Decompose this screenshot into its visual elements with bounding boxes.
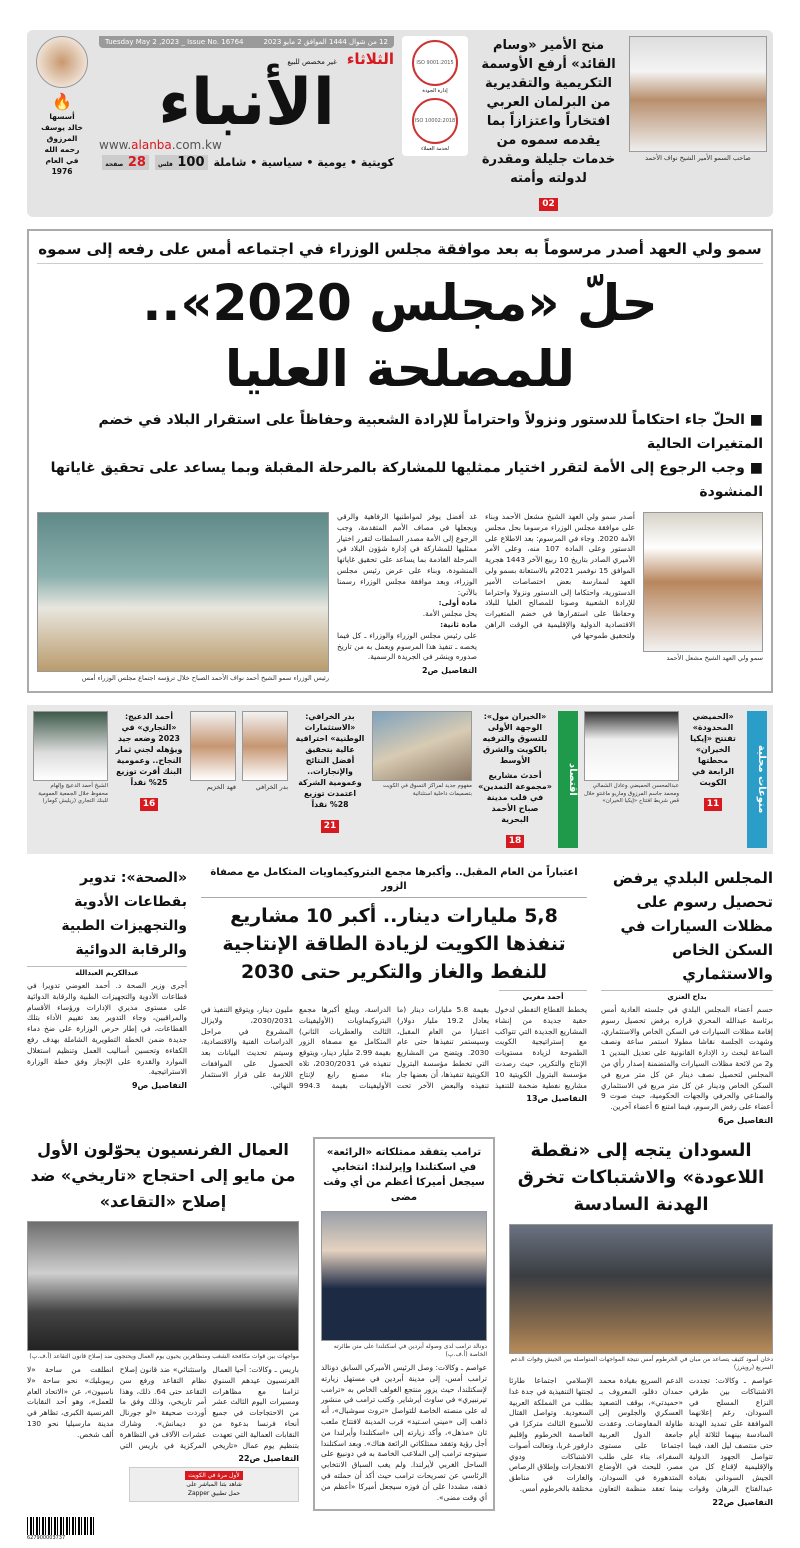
teaser-investments[interactable]: بدر الخرافي: «الاستثمارات الوطنية» احترافية عالية بتحقيق أفضل النتائج والإنجازات.. وعمومية الشركة اعتمدت توزيع 28% نقداً xyxy=(295,712,365,809)
crown-prince-photo xyxy=(643,512,763,652)
page-ref[interactable]: 21 xyxy=(321,820,340,833)
trump-body: عواصم ـ وكالات: وصل الرئيس الأميركي السابق دونالد ترامب أمس، إلى مدينة أبردين في مستهل زيارته لإسكتلندا، حيث يزور منتجع الغولف الخاص به «ترامب تيرنبيري» في ساوث أيرشاير. وكتب ترامب في منشور له على منصته الخاصة للتواصل «تروث سوشيال»، أنه ذاهب إلى «ميني اسـتيد» قرب المدينة لافتتاح ملعب ثان «مذهل»، وأكد زيارته إلى «اسكتلندا وأيرلندا من أجل رؤية وتفقد ممتلكاتي الرائعة هناك». وبعد اسكتلندا سيتوجه ترامب إلى الملاعب الخاصة به في دونبيغ على الساحل الغربي لأيرلندا. ولم يغب السباق الانتخابي الرئاسي عن تصريحات ترامب حيث أكد أن حملته في ذهنه، مشددا على أن فوزه سيجعل أميركا «أعظم من أي وقت مضى». xyxy=(321,1362,487,1502)
page-ref[interactable]: 11 xyxy=(704,798,723,811)
barcode-number: 627900003737 xyxy=(27,1535,66,1542)
iso-10002-seal: ISO 10002:2018 xyxy=(412,98,458,144)
emir-photo-caption: صاحب السمو الأمير الشيخ نواف الأحمد xyxy=(645,154,751,162)
photo-caption: سمو ولي العهد الشيخ مشعل الأحمد xyxy=(666,654,763,662)
photo-caption: دخان أسود كثيف يتصاعد من مبان في الخرطوم أمس نتيجة المواجهات المتواصلة بين الجيش وقوات الدعم السريع (رويترز) xyxy=(510,1355,773,1371)
tagline: كويتية • يومية • سياسية • شاملة xyxy=(213,156,394,169)
oil-headline[interactable]: 5,8 مليارات دينار.. أكبر 10 مشاريع تنفذها الكويت لزيادة الطاقة الإنتاجية للنفط والغاز والتكرير حتى 2030 xyxy=(222,905,566,983)
teaser-economy[interactable]: «الخيران مول»: الوجهة الأولى للتسوق والترفيه بالكويت والشرق الأوسط أحدث مشاريع «مجموعة التمدين» في قلب مدينة صباح الأحمد البحرية 18 xyxy=(478,712,552,846)
cbk-photo xyxy=(33,711,108,781)
teaser-cbk[interactable]: أحمد الدعيج: «التجاري» في 2023 وضعه جيد ويؤهله لجني ثمار النجاح.. وعمومية البنك أقرت توزيع 25% نقداً xyxy=(115,712,183,787)
main-body-col1: أصدر سمو ولي العهد الشيخ مشعل الأحمد وبناء على موافقة مجلس الوزراء مرسوما بحل مجلس الأمة 2020. وجاء في المرسوم: بعد الاطلاع على الدستور وعلى المادة 107 منه، وعلى الأمر الأميري الصادر بتاريخ 10 ربيع الآخر 1443 هجرية الموافق 15 نوفمبر 2021م بالاستعانة بسمو ولي العهد لممارسة بعض اختصاصات الأمير الدستورية، واحتكاما إلى الدستور ونزولا واحتراما للإرادة الشعبية وصونا للمصالح العليا للبلاد وحفاظا على استقرارها في خضم المتغيرات الاقتصادية الدولية والإقليمية في الوقت الراهن ولتحقيق طموحها في xyxy=(485,512,635,640)
main-headline[interactable]: حلّ «مجلس 2020».. للمصلحة العليا xyxy=(142,274,658,398)
dateline: 12 من شوال 1444 الموافق 2 مايو 2023 Tuesday May 2 ,2023 _ Issue No. 16764 xyxy=(99,36,394,48)
page-ref[interactable]: 16 xyxy=(140,798,159,811)
newspaper-logo: الأنباء xyxy=(158,66,335,140)
iso1-label: إدارة الجودة xyxy=(422,88,448,94)
not-for-sale: غير مخصص للبيع xyxy=(287,58,337,66)
details-link[interactable]: التفاصيل ص6 xyxy=(717,1115,773,1125)
photo-caption: دونالد ترامب لدى وصوله أبردين في اسكتلندا على متن طائرته الخاصة (أ.ف.پ) xyxy=(333,1342,487,1358)
byline: أحمد مغربي xyxy=(499,990,587,1001)
founder-note: أسسها خالد يوسف المرزوق رحمه الله في العام 1976 xyxy=(41,112,83,176)
france-protest-photo xyxy=(27,1221,299,1351)
photo-caption: فهد الخزيم xyxy=(206,783,236,791)
sudan-photo xyxy=(509,1224,773,1354)
photo-caption: بدر الخرافي xyxy=(255,783,288,791)
municipal-body: حسم أعضاء المجلس البلدي في جلسته العادية أمس برئاسة عبدالله المحري قراره برفض تحصيل رسوم إقامة مظلات السيارات في السكن الخاص والاستثماري، وشهدت الجلسة نقاشا مطولا استمر ساعة ونصف الساعة لبحث رد الإدارة القانونية على تعديل البندين 1 و2 من لائحة مظلات السيارات والمتضمنة إصدار رأي من المجلس لتحصيل نصف دينار عن كل متر مربع في السكن الخاص ودينار عن كل متر مربع في الاستثماري والصناعي والحرفي والجهات الحكومية، حيث صوت 9 أعضاء على رفض الرسوم، فيما امتنع 6 أعضاء آخرين. xyxy=(601,1005,773,1112)
photo-caption: الشيخ أحمد الدعيج وإلهام محفوظ خلال الجمعية العمومية للبنك التجاري (ريليش كومار) xyxy=(38,783,108,804)
mall-photo xyxy=(372,711,472,781)
masthead xyxy=(27,30,773,217)
page-count: 28 صفحة xyxy=(102,155,149,170)
page-ref[interactable]: 02 xyxy=(539,198,558,211)
photo-caption: مواجهات بين قوات مكافحة الشغب ومتظاهرين يحيون يوم العمال ويحتجون ضد إصلاح قانون التقاعد (أ.ف.پ) xyxy=(29,1352,299,1360)
bader-photo xyxy=(242,711,288,781)
flame-pen-icon: 🔥 xyxy=(52,92,72,111)
main-story-box xyxy=(27,229,773,693)
oil-body: يخطط القطاع النفطي لدخول حقبة جديدة من إنشاء المشاريع الجديدة التي تتواكب مع إستراتيجية الكويت الطموحة لزيادة مستويات الإنتاج والتكرير، حيث رصدت مؤسسة البترول الكويتية 10 مشاريع نفطية ضخمة للتنفيذ بقيمة 5.8 مليارات دينار (ما يعادل 19.2 مليار دولار) اعتبارا من العام المقبل، وسيستمر تنفيذها حتى عام 2030. ويتضح من المشاريع التي تخطط مؤسسة البترول الكويتية تنفيذها، أن بعضها جار تنفيذه والبعض الآخر تحت الدراسة، ويبلغ أكبرها مجمع البتروكيماويات (الأوليفينات الثالث والعطريات الثاني) المتكامل مع مصفاة الزور بقيمة 2.99 مليار دينار، ويتوقع تنفيذه في 2030/2031، تلاه بناء مصنع رابع لإنتاج الأوليفينات بقيمة 994.3 مليون دينار، ويتوقع التنفيذ في 2030/2031، ولايزال المشروع في مراحل الدراسات الفنية والاقتصادية، وسيتم تحديث البيانات بعد الحصول على الموافقات اللازمة على قرار الاستثمار النهائي. xyxy=(201,1005,587,1090)
photo-caption: مفهوم جديد لمراكز التسوق في الكويت بتصميمات داخلية استثنائية xyxy=(382,783,472,797)
sudan-body: عواصم ـ وكالات: تجددت الاشتباكات بين طرفي النزاع المسلح في السودان، رغم إعلانهما الموافقة على تمديد الهدنة السادسة بينهما لثلاثة أيام حتى منتصف ليل الغد، فيما تتواصل الجهود الدولية والإقليمية لإقناع كل من الجيش السوداني بقيادة عبدالفتاح البرهان وقوات الدعم السريع بقيادة محمد حمدان دقلو، المعروف بـ «حميدتي»، بوقف التصعيد العسكري والجلوس إلى طاولة المفاوضات. وعقدت جامعة الدول العربية اجتماعا على مستوى السفراء، بناء على طلب مصر، للبحث في الأوضاع المتدهورة في السودان، بينما تعقد منظمة التعاون الإسلامي اجتماعا طارئا لجنتها التنفيذية في جدة غدا بطلب من المملكة العربية السعودية. وتواصل القتال للأسبوع الثالث متركزا في العاصمة الخرطوم وإقليم دارفور غربا، وتعالت أصوات الاشتباكات ودوي الانفجارات وإطلاق الرصاص والغارات في مناطق مختلفة بالخرطوم أمس. xyxy=(509,1375,773,1493)
bullet: ■ وجب الرجوع إلى الأمة لتقرر اختيار ممثليها للمشاركة بالمرحلة المقبلة وبما يساعد على تحقيق غاياتها المنشودة xyxy=(50,460,763,500)
details-link[interactable]: التفاصيل ص22 xyxy=(238,1454,299,1464)
trump-box xyxy=(313,1137,495,1511)
section-tag-economy: اقتصاد xyxy=(558,711,578,848)
france-headline[interactable]: العمال الفرنسيون يحوّلون الأول من مايو إلى احتجاج «تاريخي» ضد إصلاح «التقاعد» xyxy=(30,1139,296,1211)
sudan-headline[interactable]: السودان يتجه إلى «نقطة اللاعودة» والاشتباكات تخرق الهدنة السادسة xyxy=(517,1139,765,1215)
section-tag-local: منوعات محلية xyxy=(747,711,767,848)
ikea-photo xyxy=(584,711,679,781)
day-label: الثلاثاء xyxy=(346,50,394,68)
trump-headline[interactable]: ترامب يتفقد ممتلكاته «الرائعة» في اسكتلندا وإيرلندا: انتخابي سيجعل أميركا أعظم من أي وقت مضى xyxy=(323,1146,485,1203)
health-body: أجرى وزير الصحة د. أحمد العوضي تدويرا في قطاعات الأدوية والتجهيزات الطبية والرقابة الدوائية على مستوى مديري الإدارات ورؤساء الأقسام والمراقبين، وجاء التدوير بعد تقييم الأداء بتلك القطاعات، في إطار حرص الوزارة على ضخ دماء جديدة ضمن الخطة التطويرية الشاملة بهدف رفع الكفاءة وتحسين أساليب العمل وتنظيم استغلال الموارد والقدرة على الإنجاز وفق خطة الوزارة الاستراتيجية. xyxy=(27,981,187,1077)
iso2-label: لخدمة العملاء xyxy=(421,146,449,152)
details-link[interactable]: التفاصيل ص13 xyxy=(526,1094,587,1104)
main-body-col2: غد أفضل يوفر لمواطنيها الرفاهية والرقي ويجعلها في مصاف الأمم المتقدمة، وجب الرجوع إلى الأمة مصدر السلطات لتقرر اختيار ممثليها للمشاركة في إدارة شؤون البلاد في المرحلة القادمة بما يساعد على تحقيق غاياتها المنشودة، وبناء على عرض رئيس مجلس الوزراء، وبعد موافقة مجلس الوزراء رسمنا بالآتي: مادة أولى: يحل مجلس الأمة. مادة ثانية: على رئيس مجلس الوزراء والوزراء ـ كل فيما يخصه ـ تنفيذ هذا المرسوم ويعمل به من تاريخ صدوره وينشر في الجريدة الرسمية. xyxy=(337,512,477,662)
fahad-photo xyxy=(190,711,236,781)
details-link[interactable]: التفاصيل ص2 xyxy=(421,666,477,676)
founder-portrait xyxy=(36,36,88,88)
iso-9001-seal: ISO 9001:2015 xyxy=(412,40,458,86)
teaser-strip xyxy=(27,705,773,854)
barcode xyxy=(27,1517,95,1535)
details-link[interactable]: التفاصيل ص9 xyxy=(131,1081,187,1091)
main-bullets xyxy=(37,408,763,504)
photo-caption: عبدالمحسن الحميضي وعادل الشمالي ومحمد جاسم المرزوق وماريو ماغنتو خلال قص شريط افتتاح «إيكيا الخيران» xyxy=(584,783,679,804)
oil-kicker: اعتباراً من العام المقبل.. وأكبرها مجمع البتروكيماويات المتكامل مع مصفاة الزور xyxy=(201,866,587,898)
bullet: ■ الحلّ جاء احتكاماً للدستور ونزولاً واحتراماً للإرادة الشعبية وحفاظاً على استقرار البلاد في خضم المتغيرات الحالية xyxy=(98,412,763,452)
main-kicker: سمو ولي العهد أصدر مرسوماً به بعد موافقة مجلس الوزراء في اجتماعه أمس على رفعه إلى سموه xyxy=(37,239,763,264)
page-ref[interactable]: 18 xyxy=(506,835,525,848)
municipal-headline[interactable]: المجلس البلدي يرفض تحصيل رسوم على مظلات السيارات في السكن الخاص والاستثماري xyxy=(612,869,773,983)
price: 100 فلس xyxy=(155,155,208,170)
emir-photo xyxy=(629,36,767,152)
website[interactable]: www.alanba.com.kw xyxy=(99,138,222,152)
teaser-local[interactable]: «الحميضي المحدودة» تفتتح «إيكيا الخيران» محطتها الرابعة في الكويت xyxy=(690,712,736,787)
photo-caption: رئيس الوزراء سمو الشيخ أحمد نواف الأحمد الصباح خلال ترؤسه اجتماع مجلس الوزراء أمس xyxy=(81,674,329,682)
ad-box[interactable]: لأول مرة في الكويت شاهد بثنا المباشر على حمل تطبيق Zapper xyxy=(129,1467,299,1502)
byline: عبدالكريم العبدالله xyxy=(27,966,187,977)
health-headline[interactable]: «الصحة»: تدوير بقطاعات الأدوية والتجهيزات الطبية والرقابة الدوائية xyxy=(61,870,187,958)
iso-badges xyxy=(402,36,468,156)
top-story-headline[interactable]: منح الأمير «وسام القائد» أرفع الأوسمة التكريمية والتقديرية من البرلمان العربي افتخاراً واعتزازاً بما يقدمه سموه من خدمات جليلة ومقدرة لدولته وأمته xyxy=(481,38,616,186)
details-link[interactable]: التفاصيل ص22 xyxy=(712,1497,773,1507)
byline: بداح العنزي xyxy=(601,990,773,1001)
france-body: باريس ـ وكالات: أحيا العمال الفرنسيون عيدهم السنوي تزامنا مع مظاهرات ومسيرات اليوم الثالث عشر من الاحتجاجات في جميع أنحاء فرنسا بدعوة من النقابات العمالية التي تعهدت بتنظيم يوم عمال «تاريخي واستثنائي» ضد قانون إصلاح نظام التقاعد ورفع سن التقاعد حتى 64. ذلك، وهذا أمر تاريخي، وذلك وفق ما أوردت صحيفة «لو جورنال دو ديمانش». وشارك عشرات الآلاف في التظاهرة المركزية في باريس التي انطلقت من ساحة «لا ريبوبليك» نحو ساحة «لا ناسيون»، عن «الاتحاد العام للعمل»، وهو أحد النقابات الفرنسية الكبرى، تظاهر في مدينة مارسيليا نحو 130 ألف شخص. xyxy=(27,1364,299,1450)
trump-photo xyxy=(321,1211,487,1341)
cabinet-meeting-photo xyxy=(37,512,329,672)
